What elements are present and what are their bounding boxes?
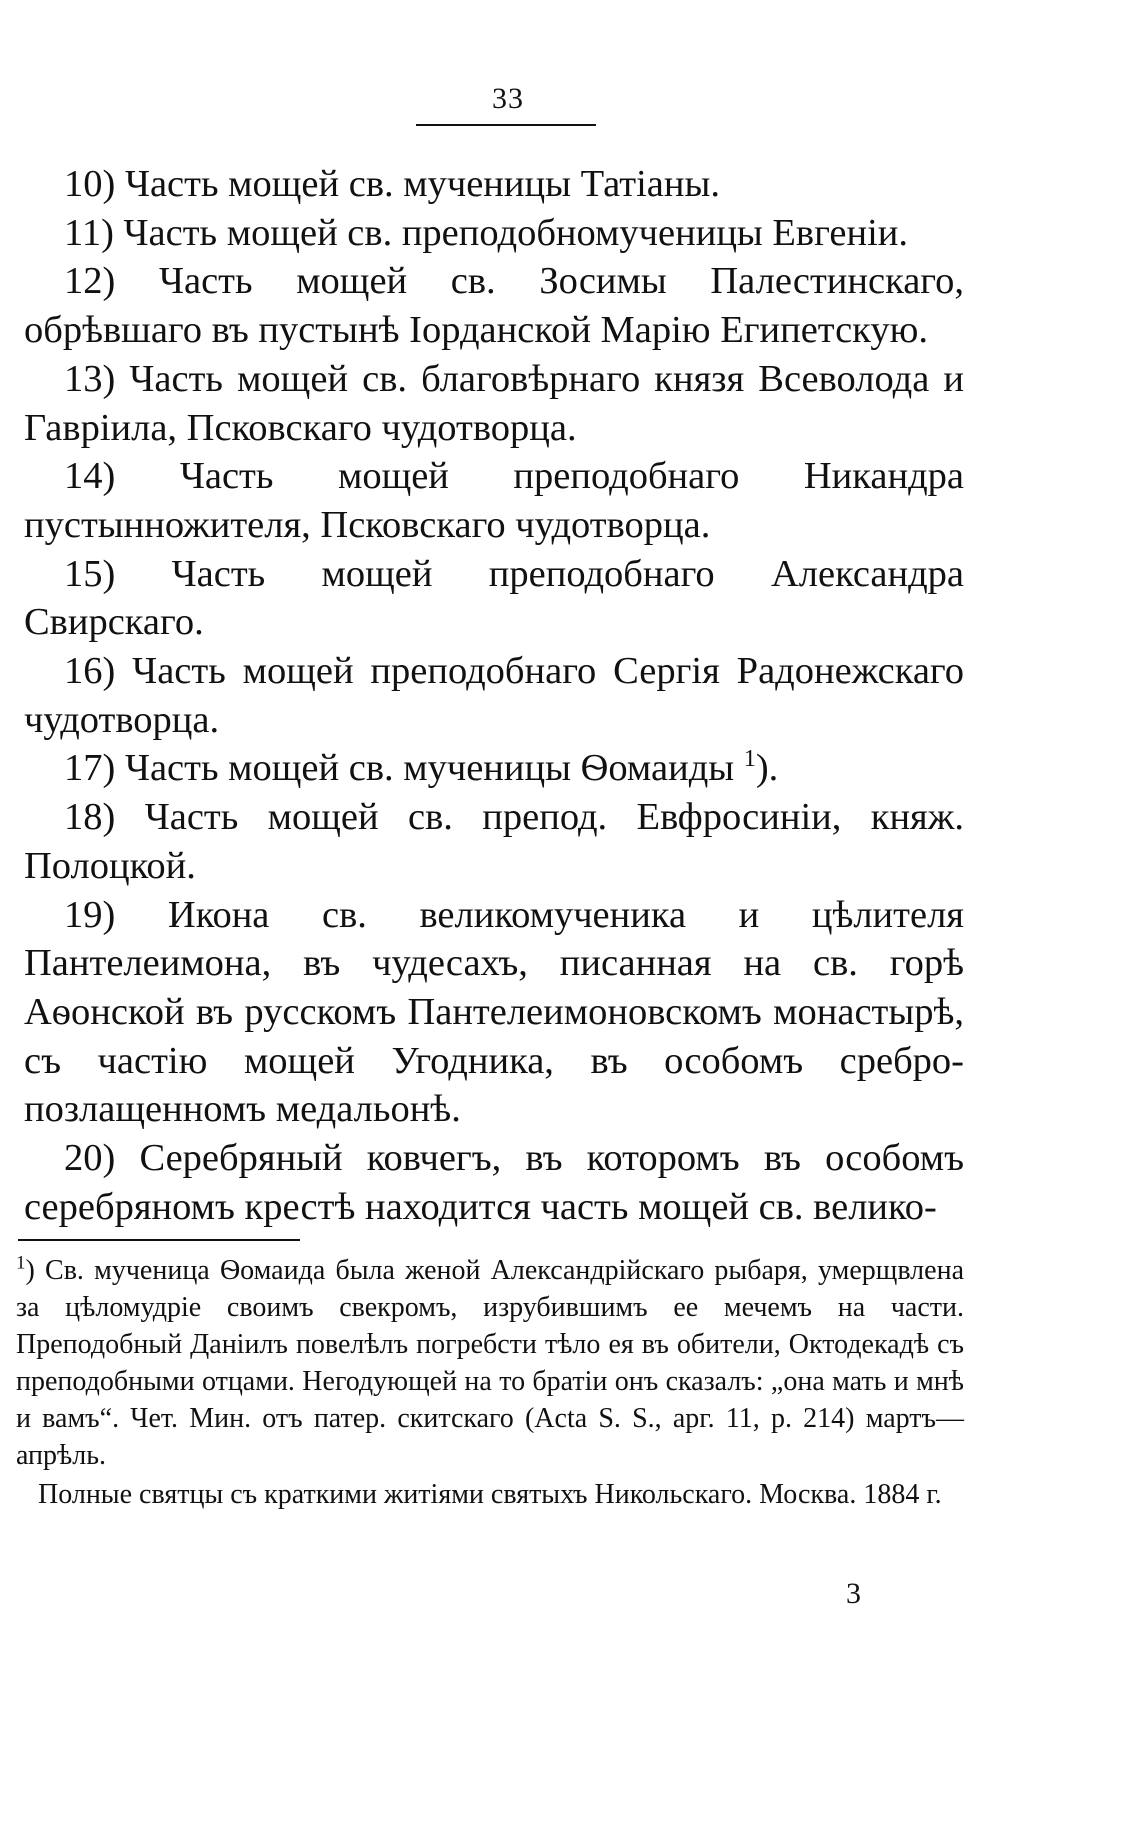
main-text [24, 160, 964, 1231]
list-item: 19) Икона св. великомученика и цѣлителя Пантелеимона, въ чудесахъ, писанная на св. горѣ Аѳонской въ русскомъ Пантелеимоновскомъ монастырѣ, съ частію мощей Угодника, въ особомъ сребро-позлащенномъ медальонѣ. [24, 893, 964, 1131]
footnote-mark: 1 [16, 1252, 26, 1274]
list-item-ending: . [768, 747, 779, 790]
footnote-source: Полные святцы съ краткими житіями святыхъ Никольскаго. Москва. 1884 г. [38, 1479, 942, 1510]
list-item: 11) Часть мощей св. преподобномученицы Евгеніи. [64, 211, 909, 254]
header-rule [416, 124, 596, 126]
footnotes [16, 1252, 964, 1513]
list-item: 14) Часть мощей преподобнаго Никандра пустынножителя, Псковскаго чудотворца. [24, 455, 964, 546]
footnote-text: ) Св. мученица Ѳомаида была женой Александрійскаго рыбаря, умерщвлена за цѣломудріе своимъ свекромъ, изрубившимъ ее мечемъ на части. Преподобный Даніилъ повелѣлъ погребсти тѣло ея въ обители, Октодекадѣ съ преподобными отцами. Негодующей на то братіи онъ сказалъ: „она мать и мнѣ и вамъ“. Чет. Мин. отъ патер. скитскаго (Acta S. S., арг. 11, р. 214) мартъ—апрѣль. [16, 1255, 964, 1471]
footnote-reference[interactable]: 1 [743, 746, 756, 773]
list-item: 18) Часть мощей св. препод. Евфросиніи, княж. Полоцкой. [24, 796, 964, 887]
list-item: 16) Часть мощей преподобнаго Сергія Радонежскаго чудотворца. [24, 650, 964, 741]
signature-mark: 3 [846, 1577, 861, 1610]
footnote [16, 1252, 964, 1474]
page-number: 33 [492, 82, 524, 115]
list-item: 17) Часть мощей св. мученицы Ѳомаиды $^1$). [64, 746, 779, 790]
list-item: 10) Часть мощей св. мученицы Татіаны. [64, 163, 720, 205]
footnote-rule [18, 1239, 300, 1241]
list-item-text: 17) Часть мощей св. мученицы Ѳомаиды [64, 747, 735, 790]
list-item: 15) Часть мощей преподобнаго Александра Свирскаго. [24, 552, 964, 644]
list-item: 12) Часть мощей св. Зосимы Палестинскаго, обрѣвшаго въ пустынѣ Іорданской Марію Египетскую. [24, 260, 964, 352]
list-item: 13) Часть мощей св. благовѣрнаго князя Всеволода и Гавріила, Псковскаго чудотворца. [24, 357, 964, 449]
list-item: 20) Серебряный ковчегъ, въ которомъ въ особомъ серебряномъ крестѣ находится часть мощей св. велико- [24, 1137, 964, 1228]
